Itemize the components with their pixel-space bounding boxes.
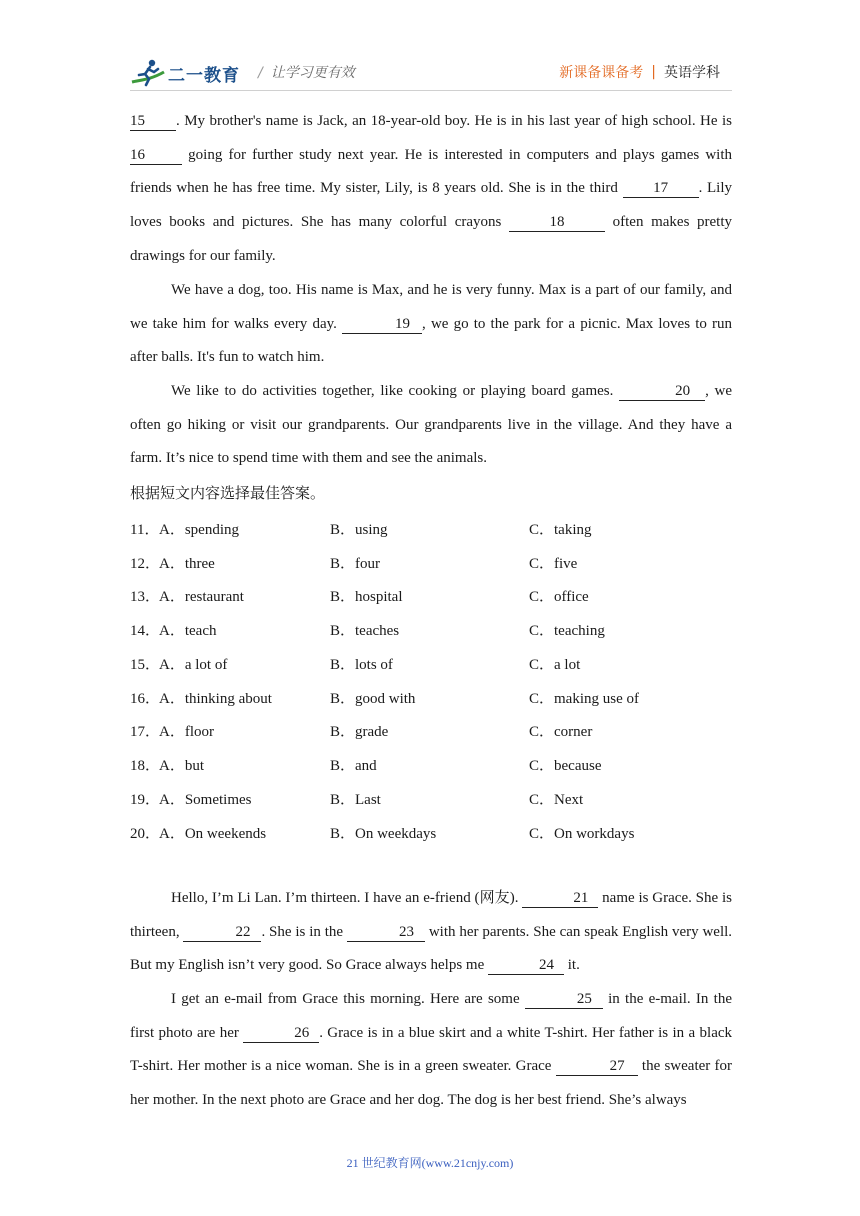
option-b: B．good with — [330, 691, 416, 707]
passage2-paragraph1 — [130, 882, 732, 983]
option-c: C．making use of — [529, 691, 639, 707]
question-row — [130, 619, 732, 639]
text: . Grace is in a blue skirt and a white T-shirt. Her father is in a black T-shirt. Her mother is a nice woman. She is in a green sweater. Grace — [130, 1024, 733, 1075]
text: . Lily loves books and pictures. She has many colorful crayons — [130, 180, 733, 231]
option-a: A．thinking about — [159, 691, 272, 707]
text: often makes pretty drawings for our family. — [130, 214, 733, 264]
option-a: A．Sometimes — [159, 792, 252, 808]
blank-24: 24 — [488, 956, 564, 975]
question-number: 20． — [130, 826, 161, 842]
question-row — [130, 754, 732, 774]
question-row — [130, 518, 732, 538]
passage2-paragraph2 — [130, 983, 732, 1118]
option-a: A．but — [159, 758, 205, 774]
option-a: A．On weekends — [159, 826, 267, 842]
subject-label: 英语学科 — [664, 65, 720, 81]
text: , we often go hiking or visit our grandparents. Our grandparents live in the village. And they have a farm. It’s nice to spend time with them and see the animals. — [130, 383, 733, 467]
question-number: 19． — [130, 792, 161, 808]
option-b: B．teaches — [330, 623, 400, 639]
option-c: C．On workdays — [529, 826, 635, 842]
text: name is Grace. She is thirteen, — [130, 890, 733, 940]
page-footer: 21 世纪教育网(www.21cnjy.com) — [346, 1156, 514, 1170]
option-b: B．lots of — [330, 657, 393, 673]
option-c: C．taking — [529, 522, 592, 538]
blank-17: 17 — [623, 179, 699, 198]
option-a: A．teach — [159, 623, 217, 639]
passage1-paragraph3 — [130, 375, 732, 476]
option-b: B．four — [330, 556, 380, 572]
blank-23: 23 — [347, 923, 425, 942]
question-row — [130, 822, 732, 842]
instruction: 根据短文内容选择最佳答案。 — [130, 484, 326, 502]
question-number: 14． — [130, 623, 161, 639]
text: We have a dog, too. His name is Max, and he is very funny. Max is a part of our family, and we take him for walks every day. — [130, 282, 732, 332]
passage1-paragraph2 — [130, 274, 732, 375]
header-tags — [559, 62, 720, 82]
option-a: A．spending — [159, 522, 239, 538]
text: in the e-mail. In the first photo are her — [130, 991, 732, 1041]
question-row — [130, 720, 732, 740]
option-a: A．floor — [159, 724, 214, 740]
question-row — [130, 653, 732, 673]
text: the sweater for her mother. In the next photo are Grace and her dog. The dog is her best friend. She’s always — [130, 1058, 732, 1109]
option-c: C．because — [529, 758, 602, 774]
blank-27: 27 — [556, 1057, 638, 1076]
passage1-paragraph1 — [130, 105, 732, 274]
runner-logo-icon — [130, 58, 166, 88]
text: We like to do activities together, like cooking or playing board games. — [171, 383, 614, 399]
text: with her parents. She can speak English very well. But my English isn’t very good. So Grace always helps me — [130, 923, 733, 974]
blank-15: 15 — [130, 112, 176, 131]
question-row — [130, 585, 732, 605]
blank-16: 16 — [130, 146, 182, 165]
header-rule — [130, 90, 732, 91]
blank-21: 21 — [522, 889, 598, 908]
option-b: B．hospital — [330, 589, 403, 605]
question-number: 18． — [130, 758, 161, 774]
option-a: A．three — [159, 556, 215, 572]
question-number: 13． — [130, 589, 161, 605]
text: . My brother's name is Jack, an 18-year-old boy. He is in his last year of high school. He is — [176, 113, 732, 129]
option-c: C．Next — [529, 792, 584, 808]
option-c: C．office — [529, 589, 589, 605]
option-b: B．using — [330, 522, 388, 538]
blank-26: 26 — [243, 1024, 319, 1043]
option-c: C．corner — [529, 724, 593, 740]
blank-25: 25 — [525, 990, 603, 1009]
blank-19: 19 — [342, 315, 422, 334]
logo-text: 二一教育 — [168, 65, 240, 86]
option-b: B．and — [330, 758, 377, 774]
question-number: 16． — [130, 691, 161, 707]
logo — [130, 58, 240, 88]
blank-18: 18 — [509, 213, 605, 232]
slogan: / 让学习更有效 — [258, 65, 355, 81]
question-row — [130, 552, 732, 572]
header-tag: 新课备课备考 — [559, 65, 644, 81]
page-header — [130, 56, 732, 90]
blank-20: 20 — [619, 382, 705, 401]
text: going for further study next year. He is interested in computers and plays games with friends when he has free time. My sister, Lily, is 8 years old. She is in the third — [130, 146, 733, 197]
header-divider: | — [651, 64, 656, 80]
option-a: A．a lot of — [159, 657, 228, 673]
blank-22: 22 — [183, 923, 261, 942]
question-number: 17． — [130, 724, 161, 740]
option-c: C．five — [529, 556, 578, 572]
question-number: 15． — [130, 657, 161, 673]
option-c: C．teaching — [529, 623, 605, 639]
question-number: 11． — [130, 522, 160, 538]
slogan-text: 让学习更有效 — [270, 65, 355, 81]
text: I get an e-mail from Grace this morning. Here are some — [171, 991, 520, 1007]
question-row — [130, 788, 732, 808]
option-b: B．grade — [330, 724, 389, 740]
text: Hello, I’m Li Lan. I’m thirteen. I have an e-friend (网友). — [171, 890, 519, 906]
text: it. — [567, 957, 580, 974]
option-b: B．On weekdays — [330, 826, 437, 842]
option-c: C．a lot — [529, 657, 581, 673]
text: , we go to the park for a picnic. Max loves to run after balls. It's fun to watch him. — [130, 315, 732, 366]
option-b: B．Last — [330, 792, 381, 808]
question-number: 12． — [130, 556, 161, 572]
text: . She is in the — [261, 923, 344, 940]
option-a: A．restaurant — [159, 589, 244, 605]
question-row — [130, 687, 732, 707]
